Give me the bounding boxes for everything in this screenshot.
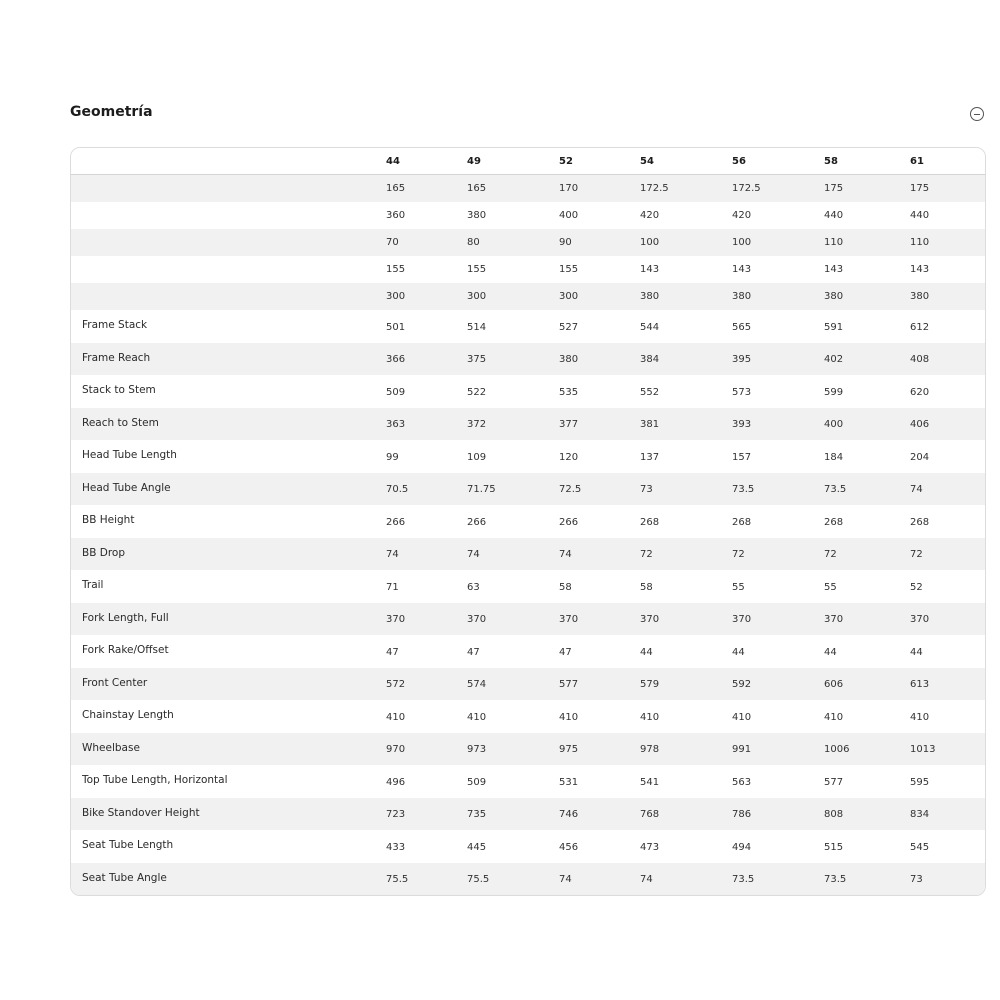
value-cell: 44 bbox=[640, 646, 653, 658]
table-row bbox=[71, 603, 985, 636]
value-cell: 410 bbox=[732, 711, 752, 723]
value-cell: 58 bbox=[640, 581, 653, 593]
value-cell: 360 bbox=[386, 210, 406, 221]
value-cell: 74 bbox=[910, 484, 923, 496]
value-cell: 574 bbox=[467, 679, 487, 691]
value-cell: 494 bbox=[732, 841, 752, 853]
value-cell: 545 bbox=[910, 841, 930, 853]
value-cell: 80 bbox=[467, 237, 480, 248]
value-cell: 370 bbox=[467, 614, 487, 626]
value-cell: 592 bbox=[732, 679, 752, 691]
value-cell: 143 bbox=[732, 264, 752, 275]
table-row bbox=[71, 570, 985, 603]
value-cell: 613 bbox=[910, 679, 930, 691]
value-cell: 73 bbox=[910, 874, 923, 886]
value-cell: 100 bbox=[640, 237, 660, 248]
value-cell: 44 bbox=[824, 646, 837, 658]
value-cell: 120 bbox=[559, 451, 579, 463]
value-cell: 71 bbox=[386, 581, 399, 593]
value-cell: 175 bbox=[910, 183, 930, 194]
table-row bbox=[71, 375, 985, 408]
value-cell: 70 bbox=[386, 237, 399, 248]
value-cell: 456 bbox=[559, 841, 579, 853]
table-row bbox=[71, 256, 985, 283]
row-label: Front Center bbox=[82, 676, 148, 689]
value-cell: 973 bbox=[467, 744, 487, 756]
value-cell: 380 bbox=[732, 291, 752, 302]
value-cell: 393 bbox=[732, 419, 752, 431]
value-cell: 406 bbox=[910, 419, 930, 431]
value-cell: 44 bbox=[732, 646, 745, 658]
row-label: Top Tube Length, Horizontal bbox=[82, 774, 228, 786]
value-cell: 978 bbox=[640, 744, 660, 756]
value-cell: 402 bbox=[824, 354, 844, 366]
value-cell: 74 bbox=[467, 549, 480, 561]
header-size-cell: 54 bbox=[640, 155, 654, 167]
value-cell: 808 bbox=[824, 809, 844, 821]
table-header-row bbox=[71, 148, 985, 175]
table-row bbox=[71, 343, 985, 376]
value-cell: 266 bbox=[559, 516, 579, 528]
row-label: Fork Rake/Offset bbox=[82, 644, 169, 656]
value-cell: 268 bbox=[640, 516, 660, 528]
value-cell: 72 bbox=[640, 549, 653, 561]
row-label: Head Tube Angle bbox=[82, 481, 171, 494]
value-cell: 370 bbox=[824, 614, 844, 626]
value-cell: 73.5 bbox=[732, 874, 755, 886]
table-row bbox=[71, 202, 985, 229]
minus-icon bbox=[974, 114, 980, 115]
value-cell: 599 bbox=[824, 386, 844, 398]
value-cell: 73 bbox=[640, 484, 653, 496]
value-cell: 380 bbox=[824, 291, 844, 302]
value-cell: 99 bbox=[386, 451, 399, 463]
table-row bbox=[71, 765, 985, 798]
value-cell: 72.5 bbox=[559, 484, 582, 496]
value-cell: 991 bbox=[732, 744, 752, 756]
value-cell: 410 bbox=[559, 711, 579, 723]
value-cell: 440 bbox=[824, 210, 844, 221]
value-cell: 110 bbox=[910, 237, 930, 248]
value-cell: 381 bbox=[640, 419, 660, 431]
value-cell: 74 bbox=[559, 549, 572, 561]
value-cell: 75.5 bbox=[467, 874, 490, 886]
value-cell: 370 bbox=[910, 614, 930, 626]
value-cell: 515 bbox=[824, 841, 844, 853]
value-cell: 73.5 bbox=[824, 874, 847, 886]
value-cell: 975 bbox=[559, 744, 579, 756]
value-cell: 170 bbox=[559, 183, 579, 194]
value-cell: 552 bbox=[640, 386, 660, 398]
value-cell: 143 bbox=[640, 264, 660, 275]
value-cell: 63 bbox=[467, 581, 480, 593]
value-cell: 72 bbox=[732, 549, 745, 561]
value-cell: 143 bbox=[910, 264, 930, 275]
value-cell: 1013 bbox=[910, 744, 936, 756]
value-cell: 473 bbox=[640, 841, 660, 853]
value-cell: 44 bbox=[910, 646, 923, 658]
table-row bbox=[71, 440, 985, 473]
row-label: Wheelbase bbox=[82, 741, 140, 754]
table-row bbox=[71, 733, 985, 766]
value-cell: 52 bbox=[910, 581, 923, 593]
value-cell: 70.5 bbox=[386, 484, 409, 496]
value-cell: 268 bbox=[732, 516, 752, 528]
value-cell: 71.75 bbox=[467, 484, 496, 496]
value-cell: 300 bbox=[559, 291, 579, 302]
row-label: Bike Standover Height bbox=[82, 806, 200, 819]
table-row bbox=[71, 538, 985, 571]
value-cell: 300 bbox=[386, 291, 406, 302]
value-cell: 380 bbox=[910, 291, 930, 302]
value-cell: 591 bbox=[824, 321, 844, 333]
value-cell: 440 bbox=[910, 210, 930, 221]
value-cell: 395 bbox=[732, 354, 752, 366]
value-cell: 544 bbox=[640, 321, 660, 333]
value-cell: 377 bbox=[559, 419, 579, 431]
value-cell: 74 bbox=[559, 874, 572, 886]
header-size-cell: 52 bbox=[559, 155, 573, 167]
row-label: Chainstay Length bbox=[82, 709, 174, 721]
value-cell: 531 bbox=[559, 776, 579, 788]
value-cell: 55 bbox=[824, 581, 837, 593]
table-row bbox=[71, 863, 985, 896]
value-cell: 47 bbox=[559, 646, 572, 658]
value-cell: 410 bbox=[386, 711, 406, 723]
table-row bbox=[71, 798, 985, 831]
table-row bbox=[71, 668, 985, 701]
value-cell: 410 bbox=[467, 711, 487, 723]
table-row bbox=[71, 283, 985, 310]
table-row bbox=[71, 700, 985, 733]
value-cell: 109 bbox=[467, 451, 487, 463]
row-label: BB Drop bbox=[82, 546, 126, 559]
value-cell: 75.5 bbox=[386, 874, 409, 886]
value-cell: 100 bbox=[732, 237, 752, 248]
table-row bbox=[71, 473, 985, 506]
header-size-cell: 58 bbox=[824, 155, 838, 167]
value-cell: 58 bbox=[559, 581, 572, 593]
value-cell: 746 bbox=[559, 809, 579, 821]
value-cell: 420 bbox=[732, 210, 752, 221]
value-cell: 266 bbox=[467, 516, 487, 528]
value-cell: 47 bbox=[386, 646, 399, 658]
value-cell: 620 bbox=[910, 386, 930, 398]
value-cell: 541 bbox=[640, 776, 660, 788]
value-cell: 380 bbox=[559, 354, 579, 366]
value-cell: 73.5 bbox=[732, 484, 755, 496]
table-row bbox=[71, 310, 985, 343]
value-cell: 410 bbox=[824, 711, 844, 723]
value-cell: 445 bbox=[467, 841, 487, 853]
value-cell: 172.5 bbox=[732, 183, 761, 194]
value-cell: 410 bbox=[640, 711, 660, 723]
value-cell: 565 bbox=[732, 321, 752, 333]
value-cell: 384 bbox=[640, 354, 660, 366]
value-cell: 155 bbox=[559, 264, 579, 275]
value-cell: 204 bbox=[910, 451, 930, 463]
value-cell: 527 bbox=[559, 321, 579, 333]
header-size-cell: 44 bbox=[386, 155, 400, 167]
value-cell: 420 bbox=[640, 210, 660, 221]
header-size-cell: 49 bbox=[467, 155, 481, 167]
value-cell: 266 bbox=[386, 516, 406, 528]
value-cell: 90 bbox=[559, 237, 572, 248]
value-cell: 370 bbox=[386, 614, 406, 626]
value-cell: 509 bbox=[386, 386, 406, 398]
section-title: Geometría bbox=[70, 104, 153, 120]
value-cell: 970 bbox=[386, 744, 406, 756]
value-cell: 535 bbox=[559, 386, 579, 398]
row-label: Reach to Stem bbox=[82, 416, 159, 429]
row-label: Seat Tube Angle bbox=[82, 871, 167, 884]
value-cell: 410 bbox=[910, 711, 930, 723]
value-cell: 55 bbox=[732, 581, 745, 593]
value-cell: 768 bbox=[640, 809, 660, 821]
table-row bbox=[71, 175, 985, 202]
value-cell: 375 bbox=[467, 354, 487, 366]
value-cell: 606 bbox=[824, 679, 844, 691]
collapse-icon[interactable] bbox=[970, 107, 984, 121]
value-cell: 73.5 bbox=[824, 484, 847, 496]
row-label: Fork Length, Full bbox=[82, 611, 169, 624]
value-cell: 370 bbox=[732, 614, 752, 626]
value-cell: 165 bbox=[386, 183, 406, 194]
value-cell: 577 bbox=[559, 679, 579, 691]
value-cell: 155 bbox=[386, 264, 406, 275]
table-row bbox=[71, 408, 985, 441]
value-cell: 143 bbox=[824, 264, 844, 275]
value-cell: 366 bbox=[386, 354, 406, 366]
row-label: Frame Stack bbox=[82, 319, 148, 331]
value-cell: 433 bbox=[386, 841, 406, 853]
value-cell: 268 bbox=[910, 516, 930, 528]
value-cell: 786 bbox=[732, 809, 752, 821]
value-cell: 579 bbox=[640, 679, 660, 691]
value-cell: 165 bbox=[467, 183, 487, 194]
value-cell: 370 bbox=[640, 614, 660, 626]
table-row bbox=[71, 830, 985, 863]
value-cell: 300 bbox=[467, 291, 487, 302]
value-cell: 370 bbox=[559, 614, 579, 626]
value-cell: 509 bbox=[467, 776, 487, 788]
table-row bbox=[71, 229, 985, 256]
value-cell: 501 bbox=[386, 321, 406, 333]
value-cell: 723 bbox=[386, 809, 406, 821]
value-cell: 172.5 bbox=[640, 183, 669, 194]
value-cell: 573 bbox=[732, 386, 752, 398]
value-cell: 268 bbox=[824, 516, 844, 528]
value-cell: 514 bbox=[467, 321, 487, 333]
value-cell: 47 bbox=[467, 646, 480, 658]
value-cell: 595 bbox=[910, 776, 930, 788]
row-label: Trail bbox=[82, 579, 104, 591]
header-size-cell: 61 bbox=[910, 155, 924, 167]
value-cell: 735 bbox=[467, 809, 487, 821]
value-cell: 184 bbox=[824, 451, 844, 463]
value-cell: 400 bbox=[559, 210, 579, 221]
value-cell: 496 bbox=[386, 776, 406, 788]
value-cell: 74 bbox=[386, 549, 399, 561]
value-cell: 110 bbox=[824, 237, 844, 248]
geometry-table bbox=[70, 147, 986, 896]
header-size-cell: 56 bbox=[732, 155, 746, 167]
value-cell: 137 bbox=[640, 451, 660, 463]
value-cell: 363 bbox=[386, 419, 406, 431]
value-cell: 1006 bbox=[824, 744, 850, 756]
row-label: Stack to Stem bbox=[82, 384, 156, 396]
table-row bbox=[71, 635, 985, 668]
value-cell: 175 bbox=[824, 183, 844, 194]
value-cell: 155 bbox=[467, 264, 487, 275]
value-cell: 522 bbox=[467, 386, 487, 398]
value-cell: 612 bbox=[910, 321, 930, 333]
value-cell: 400 bbox=[824, 419, 844, 431]
row-label: Head Tube Length bbox=[82, 449, 177, 461]
value-cell: 380 bbox=[467, 210, 487, 221]
value-cell: 74 bbox=[640, 874, 653, 886]
row-label: Frame Reach bbox=[82, 351, 151, 364]
table-row bbox=[71, 505, 985, 538]
value-cell: 380 bbox=[640, 291, 660, 302]
value-cell: 72 bbox=[910, 549, 923, 561]
value-cell: 372 bbox=[467, 419, 487, 431]
value-cell: 563 bbox=[732, 776, 752, 788]
value-cell: 577 bbox=[824, 776, 844, 788]
row-label: Seat Tube Length bbox=[82, 839, 174, 851]
value-cell: 572 bbox=[386, 679, 406, 691]
value-cell: 72 bbox=[824, 549, 837, 561]
value-cell: 157 bbox=[732, 451, 752, 463]
value-cell: 834 bbox=[910, 809, 930, 821]
row-label: BB Height bbox=[82, 514, 135, 526]
value-cell: 408 bbox=[910, 354, 930, 366]
